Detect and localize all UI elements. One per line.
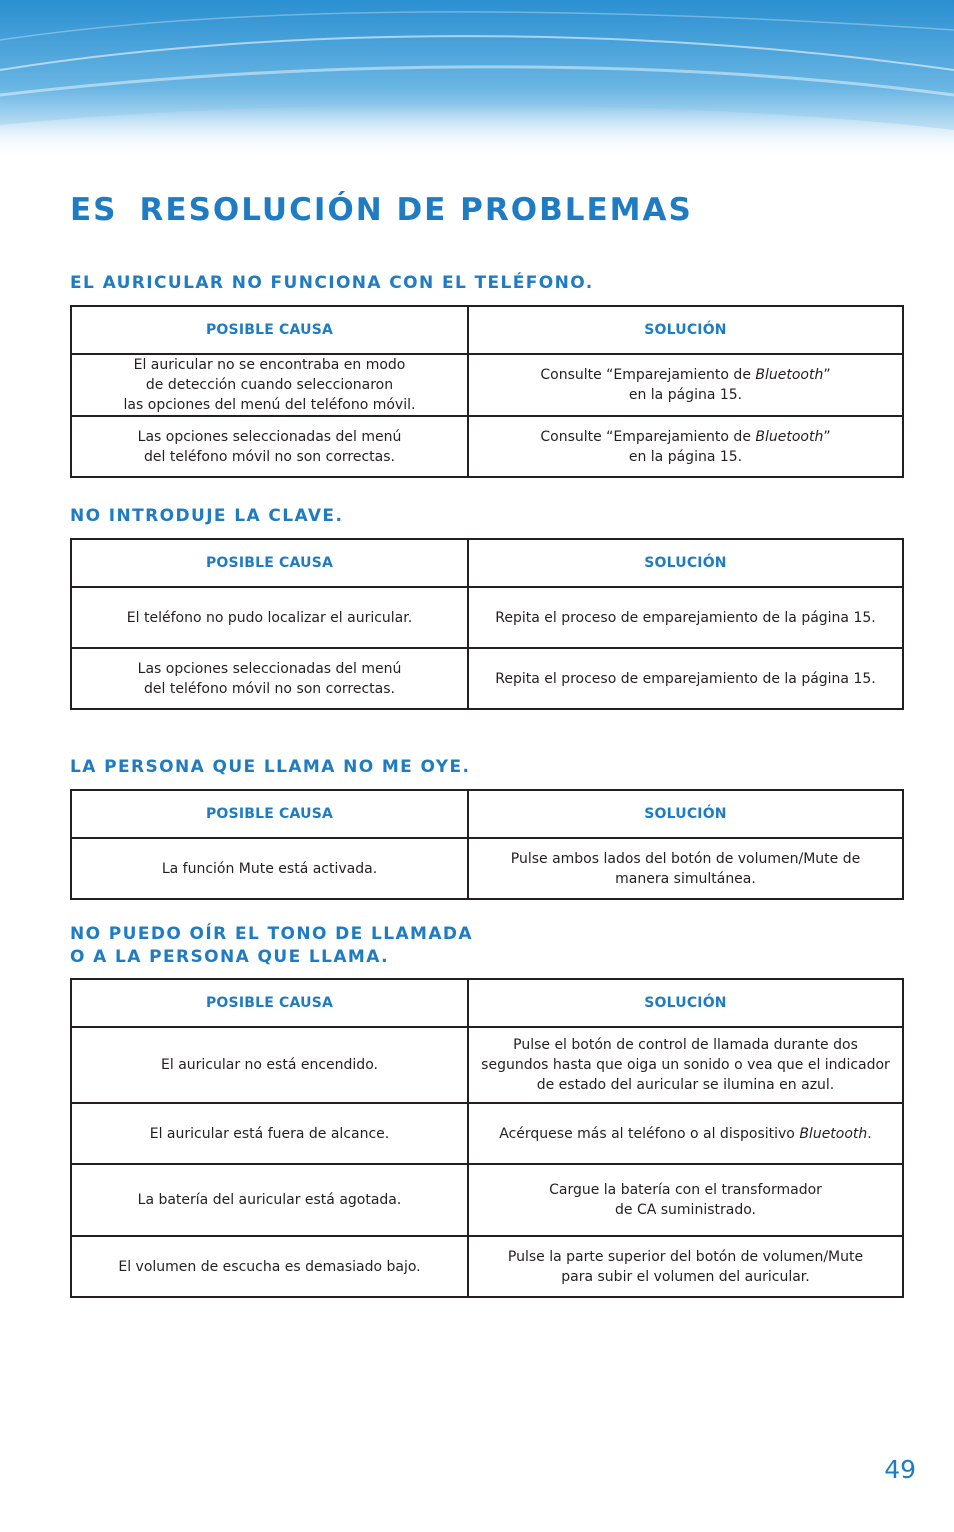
cell-line: Pulse la parte superior del botón de volumen/Mute <box>507 1248 864 1265</box>
section-heading-line: NO PUEDO OÍR EL TONO DE LLAMADA <box>70 924 473 944</box>
cause-cell <box>71 587 468 648</box>
section-heading <box>70 272 594 295</box>
cell-line: Repita el proceso de emparejamiento de la página 15. <box>495 670 876 687</box>
table-row <box>71 648 903 709</box>
table-row <box>71 354 903 416</box>
cell-line: El teléfono no pudo localizar el auricular. <box>126 609 413 626</box>
column-header-solution: SOLUCIÓN <box>468 979 903 1027</box>
cell-line: La función Mute está activada. <box>161 860 378 877</box>
column-header-solution: SOLUCIÓN <box>468 306 903 354</box>
troubleshooting-table <box>70 305 904 478</box>
table-header-row <box>71 790 903 838</box>
solution-cell <box>468 354 903 416</box>
troubleshooting-table <box>70 789 904 900</box>
table-header-row <box>71 979 903 1027</box>
column-header-cause: POSIBLE CAUSA <box>71 790 468 838</box>
page-title-text: RESOLUCIÓN DE PROBLEMAS <box>139 192 693 228</box>
cell-line: en la página 15. <box>628 448 743 465</box>
cell-line: en la página 15. <box>628 387 743 403</box>
cell-line: del teléfono móvil no son correctas. <box>144 448 395 465</box>
cell-line: La batería del auricular está agotada. <box>137 1192 402 1208</box>
table-row <box>71 1236 903 1297</box>
column-header-cause: POSIBLE CAUSA <box>71 979 468 1027</box>
cell-line: Las opciones seleccionadas del menú <box>137 660 402 677</box>
section-heading <box>70 505 343 528</box>
solution-cell <box>468 416 903 477</box>
cell-line: Acérquese más al teléfono o al dispositivo Bluetooth. <box>499 1125 872 1142</box>
table-header-row <box>71 539 903 587</box>
column-header-cause: POSIBLE CAUSA <box>71 539 468 587</box>
cell-line: Las opciones seleccionadas del menú <box>137 428 402 445</box>
cause-cell <box>71 1103 468 1164</box>
cause-cell <box>71 1027 468 1103</box>
header-wave-band <box>0 0 954 160</box>
section-heading <box>70 923 473 969</box>
cell-line: las opciones del menú del teléfono móvil. <box>123 397 416 413</box>
troubleshooting-table <box>70 978 904 1298</box>
section-heading-line: O A LA PERSONA QUE LLAMA. <box>70 947 389 967</box>
cell-line: Pulse ambos lados del botón de volumen/Mute de <box>510 850 861 867</box>
cell-line: segundos hasta que oiga un sonido o vea que el indicador <box>481 1057 890 1073</box>
section-heading-line: NO INTRODUJE LA CLAVE. <box>70 506 344 526</box>
cell-line: de CA suministrado. <box>615 1202 756 1218</box>
cause-cell <box>71 1236 468 1297</box>
column-header-solution: SOLUCIÓN <box>468 539 903 587</box>
cause-cell <box>71 838 468 899</box>
cell-line: del teléfono móvil no son correctas. <box>144 680 395 697</box>
cell-line: de detección cuando seleccionaron <box>145 377 394 393</box>
solution-cell <box>468 1164 903 1236</box>
cell-line: manera simultánea. <box>615 870 756 887</box>
cause-cell <box>71 1164 468 1236</box>
page-title <box>70 190 693 230</box>
cause-cell <box>71 354 468 416</box>
cell-line: El volumen de escucha es demasiado bajo. <box>118 1258 421 1275</box>
solution-cell <box>468 648 903 709</box>
solution-cell <box>468 587 903 648</box>
cell-line: para subir el volumen del auricular. <box>561 1268 810 1285</box>
table-row <box>71 1027 903 1103</box>
solution-cell <box>468 1236 903 1297</box>
table-row <box>71 838 903 899</box>
language-code: ES <box>70 192 118 228</box>
cell-line: Consulte “Emparejamiento de Bluetooth” <box>540 367 831 383</box>
table-row <box>71 416 903 477</box>
solution-cell <box>468 1103 903 1164</box>
cell-line: de estado del auricular se ilumina en azul. <box>536 1077 835 1093</box>
page-number: 49 <box>884 1455 916 1484</box>
column-header-solution: SOLUCIÓN <box>468 790 903 838</box>
cell-line: El auricular no se encontraba en modo <box>133 357 406 373</box>
solution-cell <box>468 1027 903 1103</box>
cell-line: El auricular está fuera de alcance. <box>149 1125 390 1142</box>
section-heading-line: LA PERSONA QUE LLAMA NO ME OYE. <box>70 757 471 777</box>
table-header-row <box>71 306 903 354</box>
cell-line: El auricular no está encendido. <box>161 1057 378 1073</box>
table-row <box>71 1103 903 1164</box>
cell-line: Repita el proceso de emparejamiento de la página 15. <box>495 609 876 626</box>
table-row <box>71 587 903 648</box>
cell-line: Consulte “Emparejamiento de Bluetooth” <box>540 428 831 445</box>
solution-cell <box>468 838 903 899</box>
section-heading-line: EL AURICULAR NO FUNCIONA CON EL TELÉFONO. <box>70 273 594 293</box>
troubleshooting-table <box>70 538 904 710</box>
cause-cell <box>71 648 468 709</box>
cell-line: Pulse el botón de control de llamada durante dos <box>513 1037 858 1053</box>
cell-line: Cargue la batería con el transformador <box>549 1182 822 1198</box>
column-header-cause: POSIBLE CAUSA <box>71 306 468 354</box>
section-heading <box>70 756 470 779</box>
table-row <box>71 1164 903 1236</box>
cause-cell <box>71 416 468 477</box>
